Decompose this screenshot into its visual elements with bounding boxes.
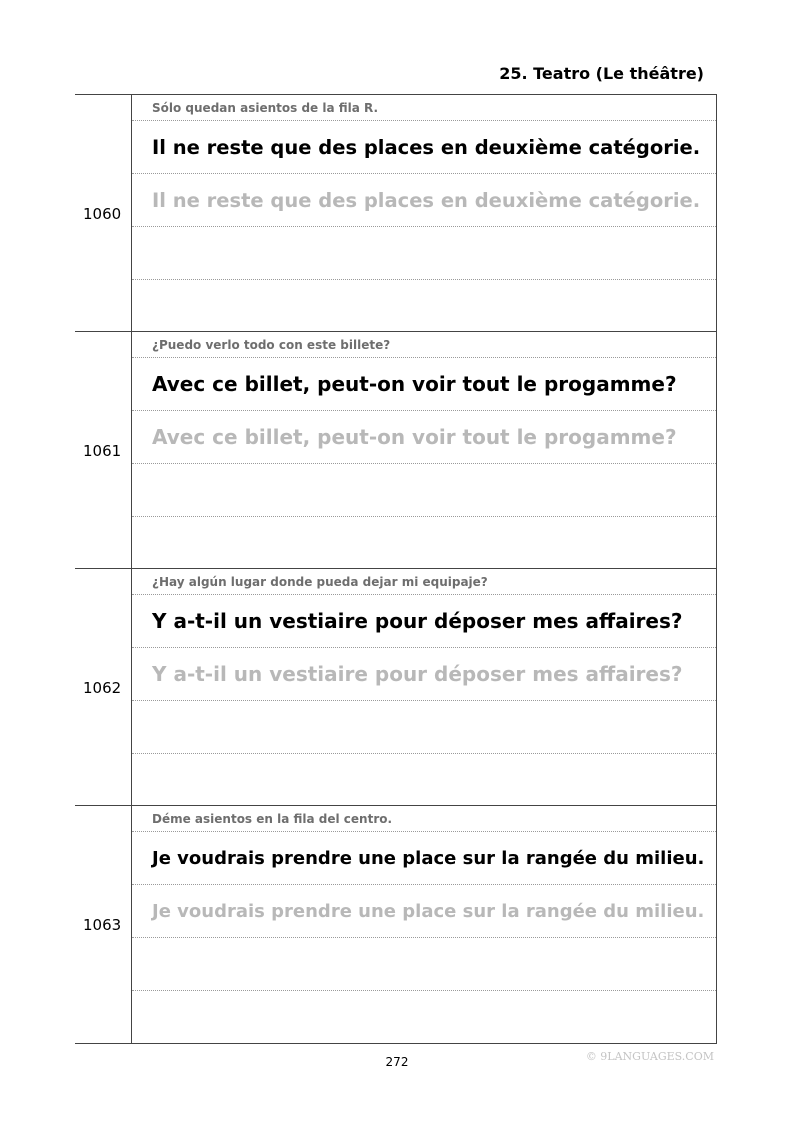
model-sentence: Avec ce billet, peut-on voir tout le progamme? xyxy=(132,358,716,411)
number-cell xyxy=(75,95,132,331)
blank-writing-line xyxy=(132,464,716,517)
blank-writing-line xyxy=(132,227,716,280)
practice-entry xyxy=(75,569,717,806)
trace-sentence: Y a-t-il un vestiaire pour déposer mes affaires? xyxy=(132,648,716,701)
source-sentence: Sólo quedan asientos de la fila R. xyxy=(132,95,716,121)
practice-entry xyxy=(75,806,717,1043)
page-title: 25. Teatro (Le théâtre) xyxy=(499,64,704,83)
entry-number: 1063 xyxy=(83,916,122,934)
blank-writing-line xyxy=(132,701,716,754)
page-number: 272 xyxy=(385,1055,409,1069)
writing-area xyxy=(132,332,717,568)
practice-entry xyxy=(75,95,717,332)
entry-number: 1060 xyxy=(83,205,122,223)
model-sentence: Il ne reste que des places en deuxième catégorie. xyxy=(132,121,716,174)
blank-writing-line xyxy=(132,938,716,991)
entry-number: 1061 xyxy=(83,442,122,460)
blank-writing-line xyxy=(132,991,716,1043)
blank-writing-line xyxy=(132,280,716,332)
trace-sentence: Je voudrais prendre une place sur la rangée du milieu. xyxy=(132,885,716,938)
model-sentence: Je voudrais prendre une place sur la rangée du milieu. xyxy=(132,832,716,885)
source-sentence: ¿Hay algún lugar donde pueda dejar mi equipaje? xyxy=(132,569,716,595)
trace-sentence: Avec ce billet, peut-on voir tout le progamme? xyxy=(132,411,716,464)
model-sentence: Y a-t-il un vestiaire pour déposer mes affaires? xyxy=(132,595,716,648)
number-cell xyxy=(75,569,132,805)
source-sentence: ¿Puedo verlo todo con este billete? xyxy=(132,332,716,358)
writing-area xyxy=(132,806,717,1043)
practice-entry xyxy=(75,332,717,569)
number-cell xyxy=(75,332,132,568)
entry-number: 1062 xyxy=(83,679,122,697)
writing-area xyxy=(132,95,717,331)
copyright-notice: © 9LANGUAGES.COM xyxy=(585,1050,714,1063)
trace-sentence: Il ne reste que des places en deuxième catégorie. xyxy=(132,174,716,227)
number-cell xyxy=(75,806,132,1043)
practice-sheet xyxy=(75,94,717,1044)
source-sentence: Déme asientos en la fila del centro. xyxy=(132,806,716,832)
blank-writing-line xyxy=(132,517,716,569)
blank-writing-line xyxy=(132,754,716,806)
writing-area xyxy=(132,569,717,805)
